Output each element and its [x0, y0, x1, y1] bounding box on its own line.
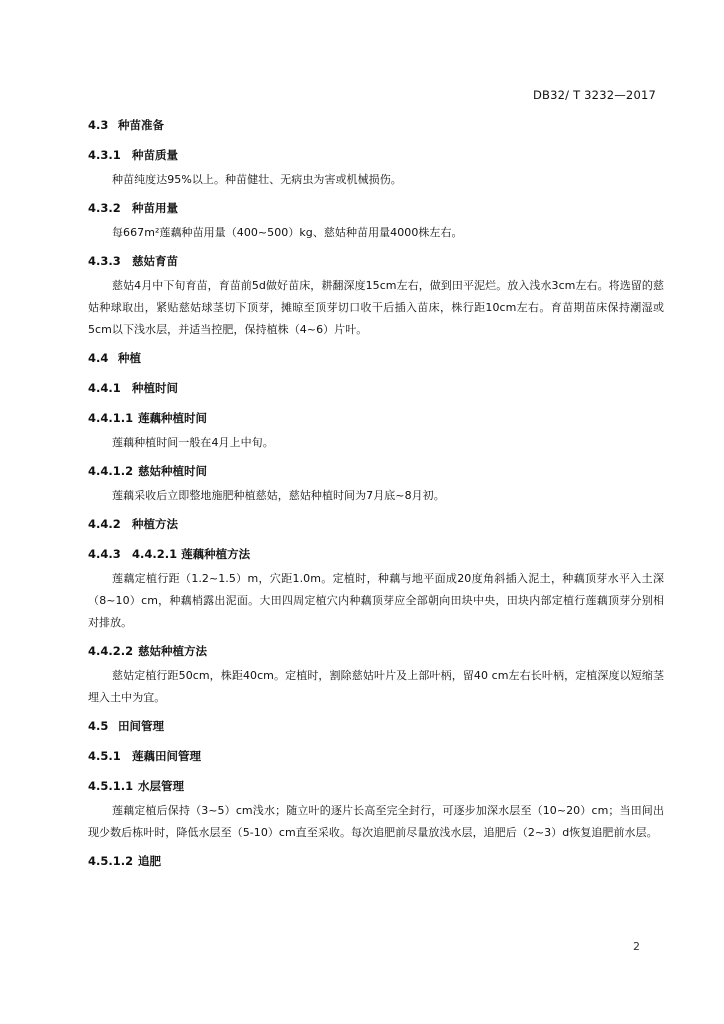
- heading-4-4: [88, 350, 664, 366]
- paragraph: 莲藕定植行距（1.2~1.5）m，穴距1.0m。定植时，种藕与地平面成20度角斜插入泥土，种藕顶芽水平入土深（8~10）cm，种藕梢露出泥面。大田四周定植穴内种藕顶芽应全部朝向田块中央，田块内部定植行莲藕顶芽分别相对排放。: [88, 572, 664, 629]
- paragraph: 莲藕定植后保持（3~5）cm浅水；随立叶的逐片长高至完全封行，可逐步加深水层至（10~20）cm；当田间出现少数后栋叶时，降低水层至（5-10）cm直至采收。每次追肥前尽量放浅水层，追肥后（2~3）d恢复追肥前水层。: [88, 804, 664, 839]
- heading-4-5-1: [88, 748, 664, 764]
- heading-number: 4.4.1.1: [88, 411, 134, 425]
- heading-number: 4.4.1: [88, 381, 121, 395]
- heading-title: 追肥: [138, 854, 161, 868]
- heading-number: 4.4: [88, 351, 109, 365]
- heading-title: 种苗用量: [132, 201, 178, 215]
- heading-4-4-1-1: [88, 410, 664, 426]
- heading-4-5: [88, 718, 664, 734]
- heading-4-3-1: [88, 147, 664, 163]
- heading-number: 4.5.1: [88, 749, 121, 763]
- heading-4-4-3: [88, 546, 664, 562]
- document-body: [88, 117, 664, 869]
- heading-number: 4.5.1.1: [88, 779, 134, 793]
- paragraph: 莲藕种植时间一般在4月上中旬。: [112, 436, 274, 449]
- paragraph: 慈姑定植行距50cm，株距40cm。定植时，割除慈姑叶片及上部叶柄，留40 cm左右长叶柄，定植深度以短缩茎埋入土中为宜。: [88, 669, 664, 704]
- heading-title: 慈姑育苗: [132, 254, 178, 268]
- heading-title: 慈姑种植时间: [138, 464, 207, 478]
- heading-4-5-1-2: [88, 853, 664, 869]
- heading-4-5-1-1: [88, 778, 664, 794]
- heading-number: 4.5.1.2: [88, 854, 134, 868]
- heading-title: 水层管理: [138, 779, 184, 793]
- heading-4-4-2: [88, 516, 664, 532]
- heading-number: 4.4.1.2: [88, 464, 134, 478]
- heading-number: 4.4.3: [88, 547, 121, 561]
- heading-number: 4.3: [88, 118, 109, 132]
- heading-title: 田间管理: [118, 719, 164, 733]
- heading-title: 种苗准备: [118, 118, 164, 132]
- heading-number: 4.3.1: [88, 148, 121, 162]
- paragraph: 莲藕采收后立即整地施肥种植慈姑，慈姑种植时间为7月底~8月初。: [112, 489, 445, 502]
- heading-title: 4.4.2.1 莲藕种植方法: [132, 547, 251, 561]
- heading-number: 4.3.3: [88, 254, 121, 268]
- heading-4-4-2-2: [88, 643, 664, 659]
- heading-title: 莲藕种植时间: [138, 411, 207, 425]
- heading-title: 种植: [118, 351, 141, 365]
- heading-4-4-1-2: [88, 463, 664, 479]
- heading-title: 种苗质量: [132, 148, 178, 162]
- heading-number: 4.4.2: [88, 517, 121, 531]
- heading-4-4-1: [88, 380, 664, 396]
- heading-title: 慈姑种植方法: [138, 644, 207, 658]
- heading-number: 4.5: [88, 719, 109, 733]
- heading-number: 4.4.2.2: [88, 644, 134, 658]
- heading-title: 莲藕田间管理: [132, 749, 201, 763]
- heading-title: 种植时间: [132, 381, 178, 395]
- paragraph: 慈姑4月中下旬育苗，育苗前5d做好苗床，耕翻深度15cm左右，做到田平泥烂。放入浅水3cm左右。将选留的慈姑种球取出，紧贴慈姑球茎切下顶芽，摊晾至顶芽切口收干后插入苗床，株行距10cm左右。育苗期苗床保持潮湿或5cm以下浅水层，并适当控肥，保持植株（4~6）片叶。: [88, 279, 664, 336]
- document-code: DB32/ T 3232—2017: [532, 88, 656, 102]
- heading-4-3: [88, 117, 664, 133]
- paragraph: 种苗纯度达95%以上。种苗健壮、无病虫为害或机械损伤。: [112, 173, 402, 186]
- page-number: 2: [633, 940, 640, 953]
- paragraph: 每667m²莲藕种苗用量（400~500）kg、慈姑种苗用量4000株左右。: [112, 226, 463, 239]
- heading-number: 4.3.2: [88, 201, 121, 215]
- heading-4-3-3: [88, 253, 664, 269]
- heading-title: 种植方法: [132, 517, 178, 531]
- heading-4-3-2: [88, 200, 664, 216]
